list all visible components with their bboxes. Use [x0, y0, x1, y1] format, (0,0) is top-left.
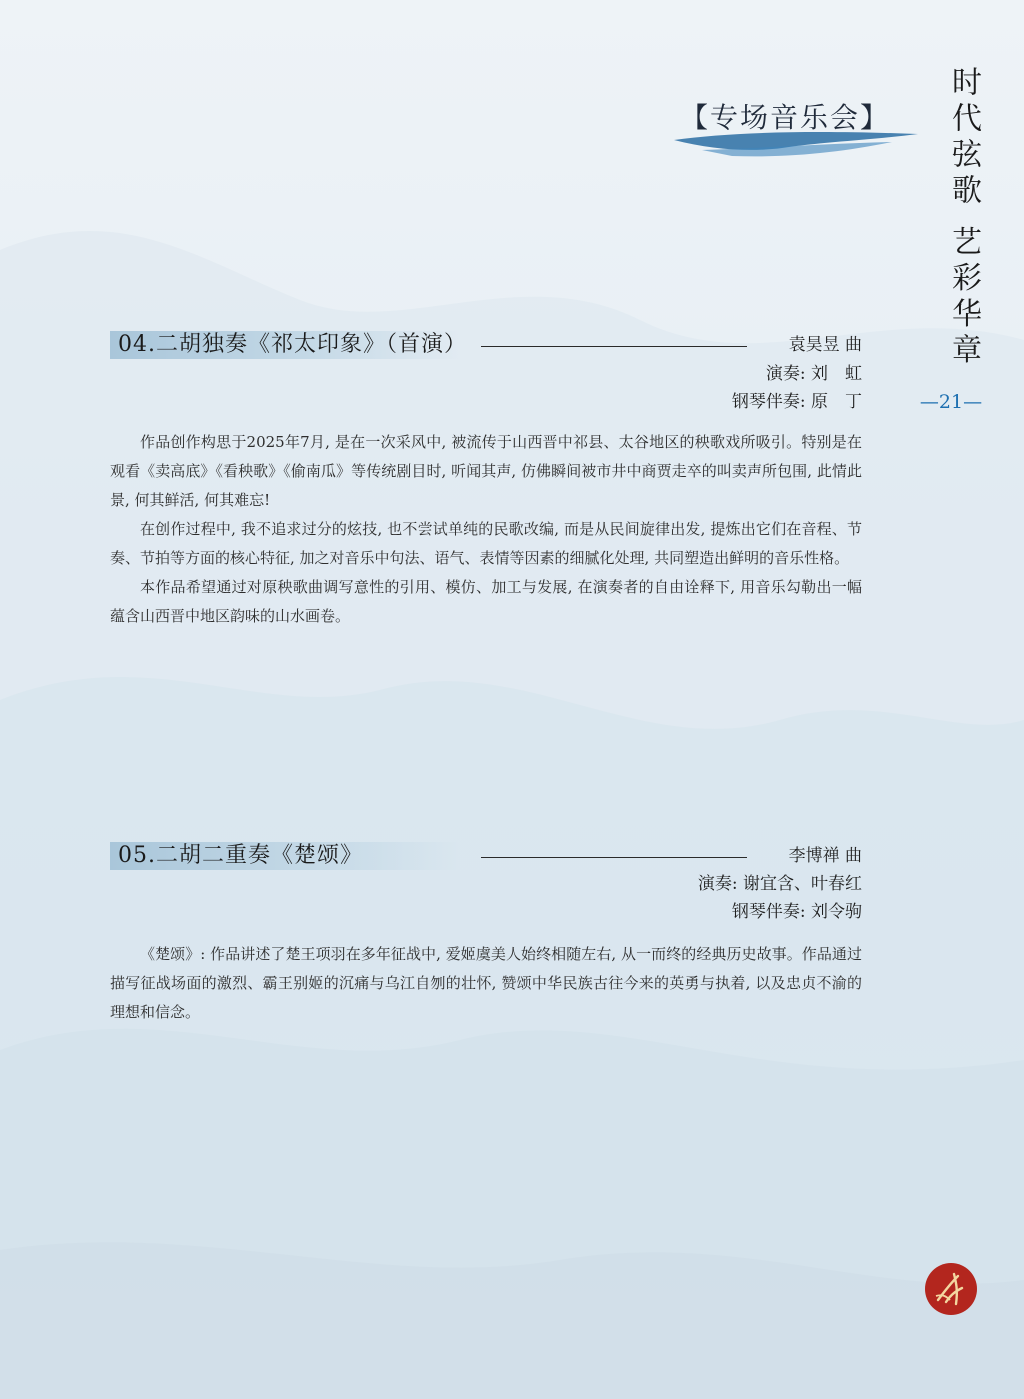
red-seal-icon — [924, 1262, 978, 1316]
paragraph: 作品创作构思于2025年7月, 是在一次采风中, 被流传于山西晋中祁县、太谷地区的秧歌戏所吸引。特别是在观看《卖高底》《看秧歌》《偷南瓜》等传统剧目时, 听闻其声, 仿佛瞬间被市井中商贾走卒的叫卖声所包围, 此情此景, 何其鲜活, 何其难忘! — [110, 433, 862, 509]
paragraph: 本作品希望通过对原秧歌曲调写意性的引用、模仿、加工与发展, 在演奏者的自由诠释下, 用音乐勾勒出一幅蕴含山西晋中地区韵味的山水画卷。 — [110, 578, 862, 625]
accompanist-credit: 钢琴伴奏: 刘令驹 — [731, 902, 862, 922]
piece-title: 04.二胡独奏《祁太印象》（首演） — [118, 332, 467, 357]
paragraph: 在创作过程中, 我不追求过分的炫技, 也不尝试单纯的民歌改编, 而是从民间旋律出发, 提炼出它们在音程、节奏、节拍等方面的核心特征, 加之对音乐中句法、语气、表情等因素的细腻化处理, 共同塑造出鲜明的音乐性格。 — [110, 520, 862, 567]
performer-credit: 演奏: 刘 虹 — [765, 364, 862, 384]
paragraph: 《楚颂》: 作品讲述了楚王项羽在多年征战中, 爱姬虞美人始终相随左右, 从一而终的经典历史故事。作品通过描写征战场面的激烈、霸王别姬的沉痛与乌江自刎的壮怀, 赞颂中华民族古往今来的英勇与执着, 以及忠贞不渝的理想和信念。 — [110, 945, 862, 1021]
divider-rule — [481, 857, 747, 858]
piece-title-band — [110, 842, 460, 870]
piece-title: 05.二胡二重奏《楚颂》 — [118, 843, 363, 868]
vertical-title: 时代弦歌 艺彩华章 — [946, 66, 981, 370]
page-number: —21— — [919, 391, 983, 413]
concert-badge — [672, 96, 922, 166]
composer-credit: 袁昊昱 曲 — [788, 335, 862, 355]
composer-credit: 李博禅 曲 — [788, 846, 862, 866]
divider-rule — [481, 346, 747, 347]
performer-credit: 演奏: 谢宜含、叶春红 — [697, 874, 862, 894]
piece-title-band — [110, 331, 467, 359]
accompanist-credit: 钢琴伴奏: 原 丁 — [731, 392, 862, 412]
badge-label: 【专场音乐会】 — [680, 101, 891, 134]
piece-description — [110, 940, 862, 1027]
piece-description — [110, 428, 862, 631]
